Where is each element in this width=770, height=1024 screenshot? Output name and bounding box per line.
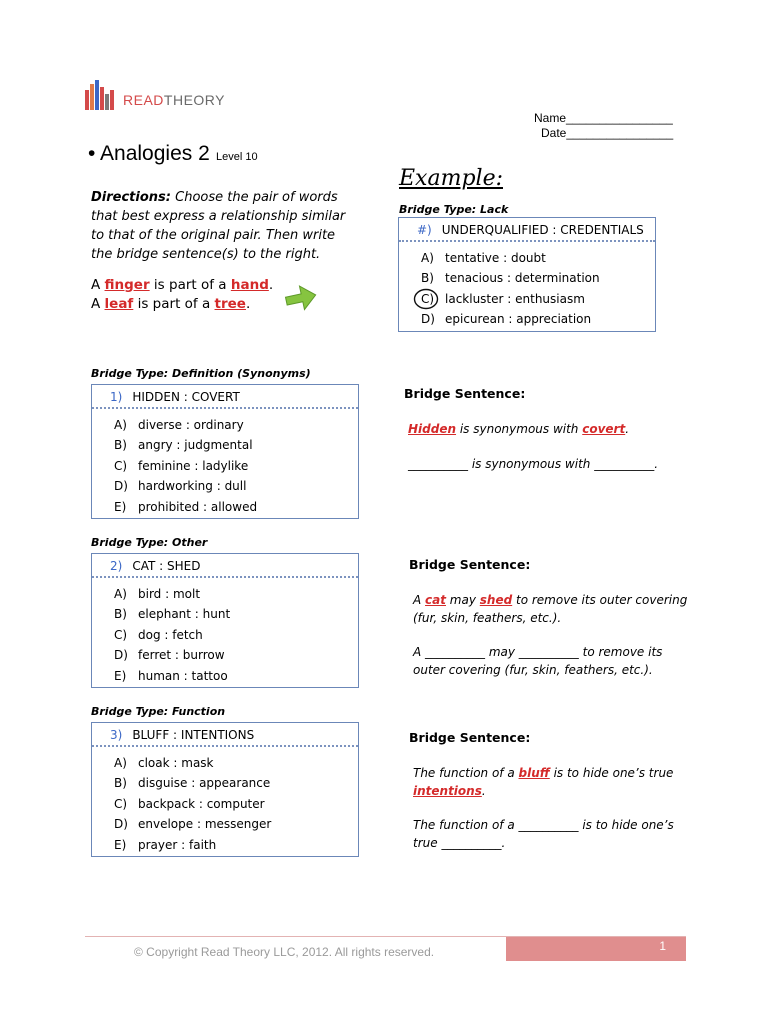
- example-option-selected[interactable]: [421, 289, 655, 309]
- option-letter: D): [114, 817, 128, 832]
- ex2-end: .: [245, 296, 251, 312]
- q1-pair: [92, 385, 358, 409]
- q2-option[interactable]: [114, 584, 358, 604]
- q2-pair: [92, 554, 358, 578]
- q1-sample-end: .: [625, 422, 630, 436]
- option-text: tenacious : determination: [445, 271, 600, 286]
- q3-box: [91, 722, 359, 857]
- q1-sample-mid: is synonymous with: [456, 422, 583, 436]
- q3-options: [92, 747, 358, 855]
- q1-box: [91, 384, 359, 519]
- example-option[interactable]: [421, 309, 655, 329]
- option-text: prohibited : allowed: [138, 499, 258, 514]
- page-number-text: 1: [659, 939, 666, 953]
- ex1-mid: is part of a: [149, 277, 231, 293]
- ex2-word2: tree: [214, 296, 246, 312]
- ex1-word2: hand: [230, 277, 269, 293]
- option-text: angry : judgmental: [138, 438, 253, 453]
- q3-blank-line1: The function of a __________ is to hide one’s: [413, 818, 674, 832]
- example-heading: Example:: [399, 166, 503, 191]
- q1-options: [92, 409, 358, 517]
- option-text: tentative : doubt: [445, 251, 546, 265]
- name-field[interactable]: Name________________: [534, 111, 673, 125]
- q3-option[interactable]: [114, 835, 358, 855]
- brand-prefix: READ: [123, 92, 164, 108]
- q2-sample-word2: shed: [479, 593, 513, 607]
- brand-suffix: THEORY: [163, 92, 225, 108]
- example-sentence-1: [91, 276, 273, 295]
- option-text: human : tattoo: [138, 668, 228, 683]
- q1-option[interactable]: [114, 435, 358, 455]
- option-letter: C): [114, 796, 128, 811]
- logo: [85, 80, 235, 112]
- q2-bridge-title: Bridge Sentence:: [409, 557, 531, 572]
- option-letter: D): [114, 479, 128, 494]
- brand-name: [123, 92, 225, 108]
- q3-option[interactable]: [114, 753, 358, 773]
- q1-blank-sentence[interactable]: __________ is synonymous with __________.: [408, 457, 659, 471]
- q2-sample-word1: cat: [425, 593, 446, 607]
- option-letter: C): [421, 291, 435, 306]
- q3-bridge-title: Bridge Sentence:: [409, 730, 531, 745]
- option-text: lackluster : enthusiasm: [445, 291, 585, 306]
- q3-sample-mid: is to hide one’s true: [549, 766, 674, 780]
- page-title: • Analogies 2: [88, 142, 210, 165]
- q2-box: [91, 553, 359, 688]
- option-letter: C): [114, 458, 128, 473]
- option-text: cloak : mask: [138, 756, 214, 770]
- option-text: dog : fetch: [138, 627, 203, 642]
- option-text: epicurean : appreciation: [445, 312, 592, 327]
- q2-option[interactable]: [114, 666, 358, 686]
- q1-bridge-type: Bridge Type: Definition (Synonyms): [91, 367, 311, 380]
- example-pair: [399, 218, 655, 242]
- q2-sample-sentence: [413, 591, 703, 627]
- option-text: diverse : ordinary: [138, 418, 244, 432]
- q3-blank-sentence[interactable]: [413, 816, 674, 852]
- option-letter: E): [114, 668, 127, 683]
- q3-sample-end: .: [481, 784, 486, 798]
- option-text: bird : molt: [138, 587, 201, 601]
- q2-number: 2): [110, 559, 123, 573]
- q2-blank-sentence[interactable]: [413, 643, 662, 679]
- q2-option[interactable]: [114, 604, 358, 624]
- example-bridge-type: Bridge Type: Lack: [399, 203, 509, 216]
- copyright: © Copyright Read Theory LLC, 2012. All rights reserved.: [134, 945, 435, 959]
- ex2-a: A: [91, 296, 105, 312]
- q1-option[interactable]: [114, 497, 358, 517]
- q3-option[interactable]: [114, 773, 358, 793]
- ex2-word1: leaf: [104, 296, 134, 312]
- option-letter: A): [114, 418, 127, 432]
- example-option[interactable]: [421, 248, 655, 268]
- option-text: hardworking : dull: [138, 479, 247, 494]
- q3-pair: [92, 723, 358, 747]
- option-letter: A): [114, 756, 127, 770]
- q2-sample-mid: may: [445, 593, 480, 607]
- directions-text: Choose the pair of words that best express a relationship similar to that of the original pair. Then write the bridge sentence(s) to the right.: [91, 190, 346, 262]
- option-letter: B): [114, 438, 127, 453]
- answer-circle-icon: [413, 288, 439, 310]
- option-letter: E): [114, 499, 127, 514]
- page-number: [506, 937, 686, 961]
- option-letter: D): [421, 312, 435, 327]
- option-letter: B): [421, 271, 434, 286]
- option-letter: E): [114, 837, 127, 852]
- date-field[interactable]: Date________________: [541, 126, 674, 140]
- q2-pair-text: CAT : SHED: [132, 559, 201, 573]
- q1-option[interactable]: [114, 456, 358, 476]
- option-text: backpack : computer: [138, 796, 265, 811]
- option-letter: A): [114, 587, 127, 601]
- example-options: [399, 242, 655, 330]
- arrow-right-icon: [284, 282, 318, 312]
- option-text: elephant : hunt: [138, 607, 231, 622]
- option-letter: B): [114, 776, 127, 791]
- option-letter: B): [114, 607, 127, 622]
- option-letter: A): [421, 251, 434, 265]
- q2-sample-a: A: [413, 593, 426, 607]
- q2-bridge-type: Bridge Type: Other: [91, 536, 208, 549]
- option-letter: C): [114, 627, 128, 642]
- option-text: envelope : messenger: [138, 817, 272, 832]
- q3-sample-word2: intentions: [413, 784, 482, 798]
- q1-sample-sentence: [408, 420, 629, 438]
- q1-sample-word2: covert: [582, 422, 626, 436]
- q2-option[interactable]: [114, 645, 358, 665]
- ex1-word1: finger: [104, 277, 150, 293]
- q3-sample-a: The function of a: [413, 766, 519, 780]
- q3-number: 3): [110, 728, 123, 742]
- example-sentence-2: [91, 295, 250, 314]
- q1-pair-text: HIDDEN : COVERT: [132, 390, 240, 404]
- directions: [91, 188, 356, 264]
- q2-sample-line2: (fur, skin, feathers, etc.).: [413, 611, 562, 625]
- q2-sample-end: to remove its outer covering: [512, 593, 688, 607]
- ex1-a: A: [91, 277, 105, 293]
- example-box: [398, 217, 656, 332]
- example-pair-text: UNDERQUALIFIED : CREDENTIALS: [441, 223, 644, 237]
- q1-number: 1): [110, 390, 123, 404]
- example-option[interactable]: [421, 268, 655, 288]
- option-text: disguise : appearance: [138, 776, 271, 791]
- q3-blank-line2: true __________.: [413, 836, 506, 850]
- example-number: #): [417, 223, 432, 237]
- ex1-end: .: [268, 277, 274, 293]
- q2-blank-line1: A __________ may __________ to remove its: [413, 645, 663, 659]
- q3-option[interactable]: [114, 814, 358, 834]
- option-letter: D): [114, 648, 128, 663]
- q3-pair-text: BLUFF : INTENTIONS: [132, 728, 255, 742]
- q2-blank-line2: outer covering (fur, skin, feathers, etc.).: [413, 663, 653, 677]
- level-label: Level 10: [216, 151, 258, 163]
- q1-sample-word1: Hidden: [408, 422, 457, 436]
- directions-label: Directions:: [91, 190, 171, 205]
- q2-options: [92, 578, 358, 686]
- option-text: prayer : faith: [138, 837, 217, 852]
- ex2-mid: is part of a: [133, 296, 215, 312]
- q3-bridge-type: Bridge Type: Function: [91, 705, 226, 718]
- option-text: ferret : burrow: [138, 648, 225, 663]
- q1-option[interactable]: [114, 415, 358, 435]
- bookshelf-logo-icon: [85, 80, 119, 110]
- q1-bridge-title: Bridge Sentence:: [404, 386, 526, 401]
- q3-sample-word1: bluff: [518, 766, 550, 780]
- q3-option[interactable]: [114, 794, 358, 814]
- q2-option[interactable]: [114, 625, 358, 645]
- q3-sample-sentence: [413, 764, 713, 800]
- q1-option[interactable]: [114, 476, 358, 496]
- option-text: feminine : ladylike: [138, 458, 249, 473]
